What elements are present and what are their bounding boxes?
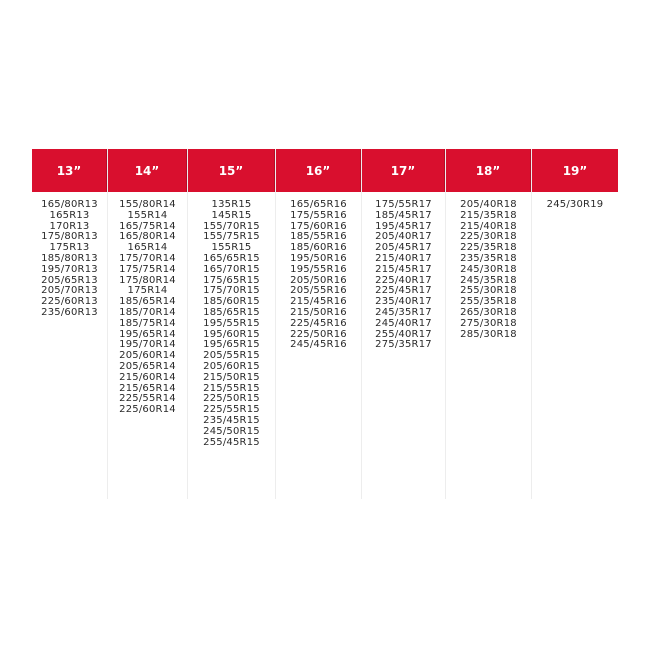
size-list bbox=[532, 192, 618, 499]
tire-size: 205/60R14 bbox=[119, 350, 176, 362]
size-column bbox=[188, 149, 276, 499]
tire-size: 215/65R14 bbox=[119, 382, 176, 394]
tire-size: 245/35R17 bbox=[375, 306, 432, 318]
size-column bbox=[362, 149, 446, 499]
tire-size: 215/60R14 bbox=[119, 371, 176, 383]
tire-size: 165/65R16 bbox=[290, 199, 347, 210]
size-list bbox=[362, 192, 445, 499]
tire-size: 195/45R17 bbox=[375, 220, 432, 232]
tire-size: 225/60R14 bbox=[119, 404, 176, 416]
tire-size: 245/35R18 bbox=[460, 274, 517, 286]
tire-size: 155/75R15 bbox=[203, 231, 260, 243]
tire-size: 255/30R18 bbox=[460, 285, 517, 297]
tire-size: 135R15 bbox=[211, 199, 252, 210]
tire-size: 195/50R16 bbox=[290, 252, 347, 264]
column-header: 13” bbox=[32, 149, 107, 192]
tire-size: 165/70R15 bbox=[203, 263, 260, 275]
tire-size: 205/55R15 bbox=[203, 350, 260, 362]
tire-size: 245/30R19 bbox=[546, 199, 604, 210]
tire-size: 170R13 bbox=[49, 220, 90, 232]
tire-size: 215/40R18 bbox=[460, 220, 517, 232]
tire-size: 205/40R17 bbox=[375, 231, 432, 243]
tire-size: 245/40R17 bbox=[375, 317, 432, 329]
tire-size: 225/45R16 bbox=[290, 317, 347, 329]
column-header: 16” bbox=[276, 149, 361, 192]
size-list bbox=[188, 192, 275, 499]
tire-size: 205/55R16 bbox=[290, 285, 347, 297]
tire-size: 215/40R17 bbox=[375, 252, 432, 264]
tire-size: 165/80R14 bbox=[119, 231, 176, 243]
size-list bbox=[108, 192, 187, 499]
tire-size: 165/80R13 bbox=[41, 199, 98, 210]
column-header: 17” bbox=[362, 149, 445, 192]
tire-size: 185/60R16 bbox=[290, 242, 347, 254]
tire-size: 205/70R13 bbox=[41, 285, 98, 297]
tire-size: 215/45R16 bbox=[290, 296, 347, 308]
tire-size: 235/45R15 bbox=[203, 414, 260, 426]
tire-size: 205/40R18 bbox=[460, 199, 517, 210]
tire-size: 205/50R16 bbox=[290, 274, 347, 286]
tire-size: 155R15 bbox=[211, 242, 252, 254]
tire-size: 195/70R13 bbox=[41, 263, 98, 275]
tire-size: 245/30R18 bbox=[460, 263, 517, 275]
tire-size: 195/65R14 bbox=[119, 328, 176, 340]
tire-size: 285/30R18 bbox=[460, 328, 517, 340]
size-list bbox=[32, 192, 107, 499]
tire-size: 215/50R15 bbox=[203, 371, 260, 383]
tire-size-table bbox=[32, 149, 618, 499]
column-header: 19” bbox=[532, 149, 618, 192]
tire-size: 265/30R18 bbox=[460, 306, 517, 318]
tire-size: 205/60R15 bbox=[203, 360, 260, 372]
tire-size: 225/55R14 bbox=[119, 393, 176, 405]
tire-size: 175/80R13 bbox=[41, 231, 98, 243]
tire-size: 235/60R13 bbox=[41, 306, 98, 318]
tire-size: 185/45R17 bbox=[375, 209, 432, 221]
tire-size: 175/70R14 bbox=[119, 252, 176, 264]
tire-size: 225/60R13 bbox=[41, 296, 98, 308]
tire-size: 275/30R18 bbox=[460, 317, 517, 329]
tire-size: 165R14 bbox=[127, 242, 168, 254]
tire-size: 255/45R15 bbox=[203, 436, 260, 448]
size-column bbox=[108, 149, 188, 499]
tire-size: 165/65R15 bbox=[203, 252, 260, 264]
size-column bbox=[532, 149, 618, 499]
tire-size: 175/80R14 bbox=[119, 274, 176, 286]
tire-size: 205/65R13 bbox=[41, 274, 98, 286]
tire-size: 225/50R15 bbox=[203, 393, 260, 405]
tire-size: 175/55R16 bbox=[290, 209, 347, 221]
tire-size: 205/65R14 bbox=[119, 360, 176, 372]
tire-size: 175/55R17 bbox=[375, 199, 432, 210]
size-list bbox=[446, 192, 531, 499]
tire-size: 195/60R15 bbox=[203, 328, 260, 340]
tire-size: 215/45R17 bbox=[375, 263, 432, 275]
tire-size: 185/70R14 bbox=[119, 306, 176, 318]
size-list bbox=[276, 192, 361, 499]
size-column bbox=[446, 149, 532, 499]
tire-size: 255/40R17 bbox=[375, 328, 432, 340]
tire-size: 225/35R18 bbox=[460, 242, 517, 254]
tire-size: 215/55R15 bbox=[203, 382, 260, 394]
tire-size: 225/45R17 bbox=[375, 285, 432, 297]
tire-size: 225/40R17 bbox=[375, 274, 432, 286]
tire-size: 225/50R16 bbox=[290, 328, 347, 340]
tire-size: 195/65R15 bbox=[203, 339, 260, 351]
tire-size: 205/45R17 bbox=[375, 242, 432, 254]
tire-size: 195/55R15 bbox=[203, 317, 260, 329]
size-column bbox=[276, 149, 362, 499]
tire-size: 195/55R16 bbox=[290, 263, 347, 275]
tire-size: 195/70R14 bbox=[119, 339, 176, 351]
tire-size: 175/60R16 bbox=[290, 220, 347, 232]
tire-size: 185/80R13 bbox=[41, 252, 98, 264]
tire-size: 245/45R16 bbox=[290, 339, 347, 351]
tire-size: 215/35R18 bbox=[460, 209, 517, 221]
tire-size: 235/40R17 bbox=[375, 296, 432, 308]
tire-size: 245/50R15 bbox=[203, 425, 260, 437]
tire-size: 185/65R15 bbox=[203, 306, 260, 318]
tire-size: 215/50R16 bbox=[290, 306, 347, 318]
tire-size: 175R14 bbox=[127, 285, 168, 297]
tire-size: 155/80R14 bbox=[119, 199, 176, 210]
tire-size: 175/75R14 bbox=[119, 263, 176, 275]
tire-size: 275/35R17 bbox=[375, 339, 432, 351]
tire-size: 175/70R15 bbox=[203, 285, 260, 297]
tire-size: 185/75R14 bbox=[119, 317, 176, 329]
tire-size: 225/55R15 bbox=[203, 404, 260, 416]
tire-size: 145R15 bbox=[211, 209, 252, 221]
tire-size: 175R13 bbox=[49, 242, 90, 254]
tire-size: 255/35R18 bbox=[460, 296, 517, 308]
column-header: 14” bbox=[108, 149, 187, 192]
tire-size: 235/35R18 bbox=[460, 252, 517, 264]
tire-size: 185/55R16 bbox=[290, 231, 347, 243]
tire-size: 175/65R15 bbox=[203, 274, 260, 286]
tire-size: 225/30R18 bbox=[460, 231, 517, 243]
tire-size: 155/70R15 bbox=[203, 220, 260, 232]
size-column bbox=[32, 149, 108, 499]
tire-size: 185/65R14 bbox=[119, 296, 176, 308]
column-header: 18” bbox=[446, 149, 531, 192]
tire-size: 155R14 bbox=[127, 209, 168, 221]
tire-size: 165R13 bbox=[49, 209, 90, 221]
column-header: 15” bbox=[188, 149, 275, 192]
tire-size: 185/60R15 bbox=[203, 296, 260, 308]
tire-size: 165/75R14 bbox=[119, 220, 176, 232]
